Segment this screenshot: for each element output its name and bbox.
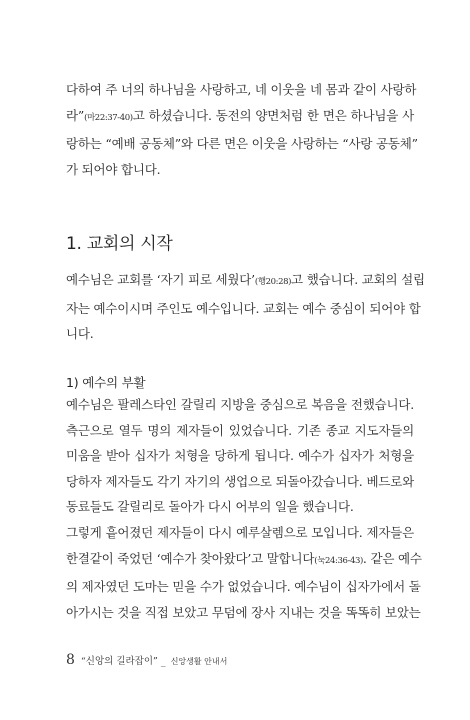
subsection-title: 1) 예수의 부활 [66,375,146,390]
text-line: 니다. [66,326,94,342]
paragraph-resurrection [66,392,422,625]
section-title: 1. 교회의 시작 [66,234,173,254]
page-footer [66,652,227,668]
text-line: 의 제자였던 도마는 믿을 수가 없었습니다. 예수님이 십자가에서 돌 [66,579,421,595]
paragraph-love-commandment [66,77,418,182]
scripture-reference: (행20:28) [254,277,292,287]
page-number: 8 [66,652,75,668]
text-line: 아가시는 것을 직접 보았고 무덤에 장사 지내는 것을 똑똑히 보았는 [66,604,421,620]
text-line: 예수님은 팔레스타인 갈릴리 지방을 중심으로 복음을 전했습니다. [66,397,414,412]
text-line: 미움을 받아 십자가 처형을 당하게 됩니다. 예수가 십자가 처형을 [66,448,414,464]
text-line: 그렇게 흩어졌던 제자들이 다시 예루살렘으로 모입니다. 제자들은 [66,524,414,540]
text-line: 랑하는 “예배 공동체”와 다른 면은 이웃을 사랑하는 “사랑 공동체” [66,136,418,152]
text-line: 자는 예수이시며 주인도 예수입니다. 교회는 예수 중심이 되어야 합 [66,300,421,316]
text-line: 측근으로 열두 명의 제자들이 있었습니다. 기존 종교 지도자들의 [66,422,414,438]
scripture-reference: (눅24:36-43) [314,555,363,566]
text-line: 라”(마22:37-40)고 하셨습니다. 동전의 양면처럼 한 면은 하나님을 사 [66,107,414,123]
text-line: 한결같이 죽었던 ‘예수가 찾아왔다’고 말합니다(눅24:36-43). 같은 예수 [66,550,422,566]
text-line: 예수님은 교회를 ‘자기 피로 세웠다’(행20:28)고 했습니다. 교회의 설립 [66,272,425,287]
paragraph-church-founder [66,267,425,347]
book-subtitle: 신앙생활 안내서 [170,657,228,666]
book-title: “신앙의 길라잡이” _ [80,656,166,667]
text-line: 동료들도 갈릴리로 돌아가 다시 어부의 일을 했습니다. [66,499,354,515]
text-line: 당하자 제자들도 각기 자기의 생업으로 되돌아갔습니다. 베드로와 [66,473,414,489]
text-line: 가 되어야 합니다. [66,161,161,177]
scripture-reference: (마22:37-40) [84,112,133,123]
text-line: 다하여 주 너의 하나님을 사랑하고, 네 이웃을 네 몸과 같이 사랑하 [66,82,417,97]
